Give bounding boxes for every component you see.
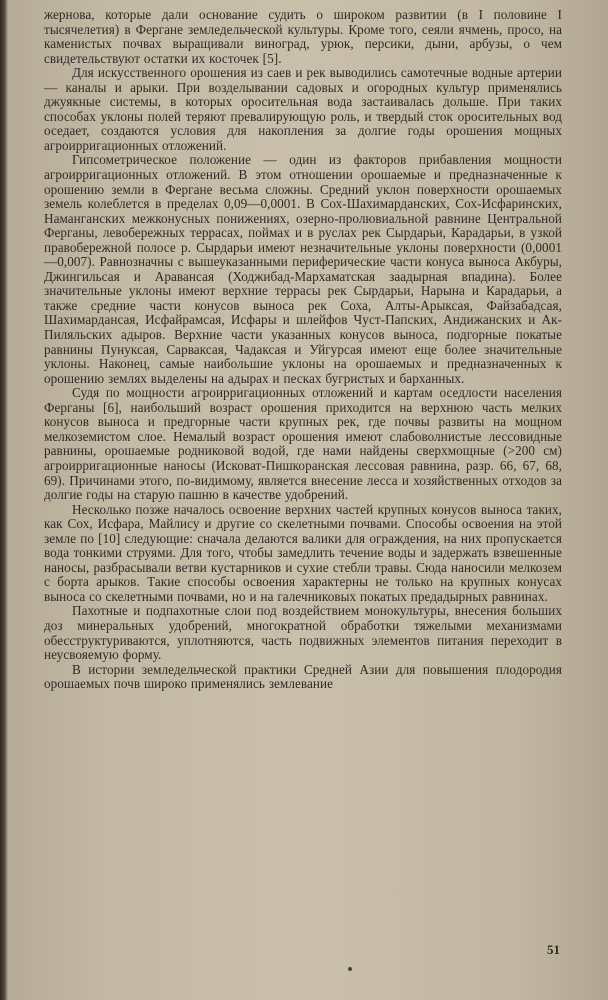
paragraph-3: Гипсометрическое положение — один из факторов прибавления мощности агроирригационных отложений. В этом отношении орошаемые и предназначенные к орошению земли в Фергане весьма сложны. Средний уклон поверхности орошаемых земель колеблется в пределах 0,09—0,0001. В Сох-Шахимарданских, Сох-Исфаринских, Наманганских межконусных понижениях, озерно-пролювиальной равнине Центральной Ферганы, левобережных террасах, поймах и в руслах рек Сырдарьи, Карадарьи, в узкой правобережной полосе р. Сырдарьи имеют незначительные уклоны поверхности (0,0001—0,007). Равнозначны с вышеуказанными периферические части конуса выноса Акбуры, Джингильсая и Аравансая (Ходжибад-Мархаматская заадырная впадина). Более значительные уклоны имеют верхние террасы рек Сырдарьи, Нарына и Карадарьи, а также средние части конусов выноса рек Соха, Алты-Арыксая, Файзабадсая, Шахимардансая, Исфайрамсая, Исфары и шлейфов Чуст-Папских, Андижанских и Ак-Пиляльских адыров. Верхние части указанных конусов выноса, подгорные покатые равнины Пунуксая, Сарваксая, Чадаксая и Уйгурсая имеют еще более значительные уклоны. Наконец, самые наибольшие уклоны на орошаемых и предназначенных к орошению землях выделены на адырах и песках бугристых и барханных. bbox=[44, 152, 562, 386]
body-text bbox=[44, 8, 562, 692]
page-number: 51 bbox=[547, 942, 560, 957]
paragraph-5: Несколько позже началось освоение верхних частей крупных конусов выноса таких, как Сох, Исфара, Майлису и другие со скелетными почвами. Способы освоения на этой земле по [10] следующие: сначала делаются валики для ограждения, на них пропускается вода тонкими струями. Для того, чтобы замедлить течение воды и задержать взвешенные наносы, разбрасывали ветви кустарников и сухие стебли травы. Сюда наносили мелкозем с борта арыков. Такие способы освоения характерны не только на крупных конусах выноса со скелетными почвами, но и на галечниковых покатых предадырных равнинах. bbox=[44, 501, 562, 604]
paragraph-1: жернова, которые дали основание судить о широком развитии (в I половине I тысячелетия) в Фергане земледельческой культуры. Кроме того, сеяли ячмень, просо, на каменистых почвах выращивали виноград, урюк, персики, дыни, арбузы, о чем свидетельствуют остатки их косточек [5]. bbox=[44, 7, 562, 66]
paper-speck bbox=[348, 967, 352, 971]
paragraph-7: В истории земледельческой практики Средней Азии для повышения плодородия орошаемых почв широко применялись землевание bbox=[44, 661, 562, 692]
paragraph-4: Судя по мощности агроирригационных отложений и картам оседлости населения Ферганы [6], наибольший возраст орошения приходится на верхнюю часть мелких конусов выноса и предгорные части крупных рек, где почвы развиты на мощном мелкоземистом слое. Немалый возраст орошения имеют слабоволнистые лессовидные равнины, орошаемые родниковой водой, где нами найдены сверхмощные (>200 см) агроирригационные наносы (Исковат-Пишкоранская лессовая равнина, разр. 66, 67, 68, 69). Причинами этого, по-видимому, является внесение лесса и хозяйственных отходов за долгие годы на старую пашню в качестве удобрений. bbox=[44, 385, 562, 503]
paragraph-6: Пахотные и подпахотные слои под воздействием монокультуры, внесения больших доз минеральных удобрений, многократной обработки тяжелыми механизмами обесструктуриваются, уплотняются, часть подвижных элементов питания переходит в неусвояемую форму. bbox=[44, 603, 562, 663]
book-spine-shadow bbox=[0, 0, 8, 1000]
paragraph-2: Для искусственного орошения из саев и рек выводились самотечные водные артерии — каналы и арыки. При возделывании садовых и огородных культур применялись джуякные системы, в которых оросительная вода застаивалась дольше. При таких способах уклоны полей теряют превалирующую роль, и твердый сток оросительных вод оседает, создаются условия для накопления за долгие годы орошения мощных агроирригационных отложений. bbox=[44, 65, 562, 153]
